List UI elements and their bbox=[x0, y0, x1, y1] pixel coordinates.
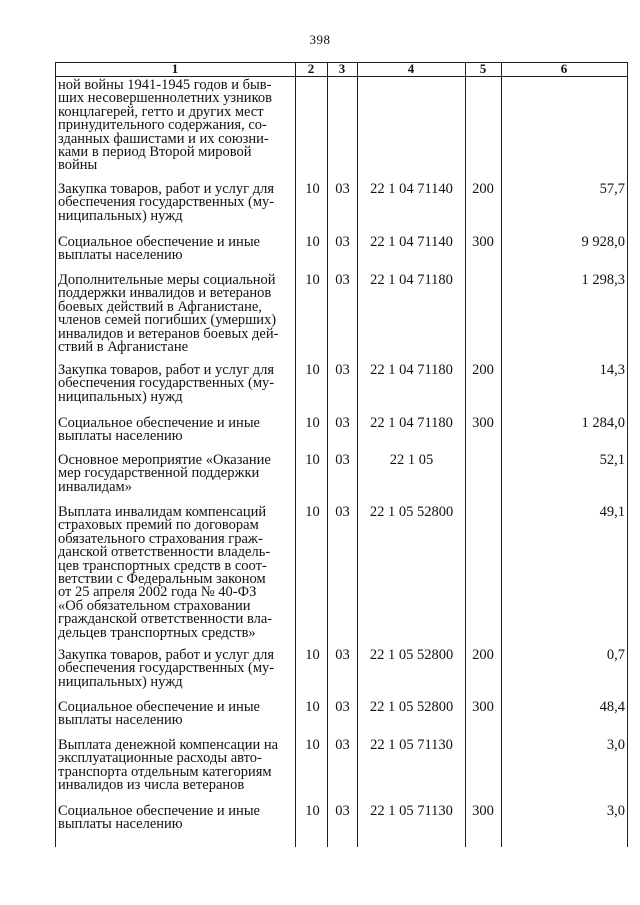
row-subsection: 03 bbox=[335, 452, 350, 468]
header-col-5: 5 bbox=[479, 61, 487, 76]
header-col-1: 1 bbox=[171, 61, 179, 76]
row-name: Социальное обеспечение и иные выплаты населению bbox=[58, 234, 260, 264]
row-amount: 52,1 bbox=[599, 452, 625, 468]
row-name: Социальное обеспечение и иные выплаты населению bbox=[58, 803, 260, 833]
row-target-code: 22 1 04 71180 bbox=[370, 272, 453, 288]
row-subsection: 03 bbox=[335, 737, 350, 753]
row-expense-type: 200 bbox=[472, 647, 494, 663]
row-name: ной войны 1941-1945 годов и быв- ших несовершеннолетних узников концлагерей, гетто и других мест принудительного содержания, со- зданных фашистами и их союзни- ками в период Второй мировой войны bbox=[58, 77, 272, 174]
column-rule bbox=[627, 62, 628, 847]
row-target-code: 22 1 05 52800 bbox=[369, 647, 454, 663]
budget-table bbox=[55, 62, 628, 847]
row-subsection: 03 bbox=[335, 647, 350, 663]
row-name: Закупка товаров, работ и услуг для обеспечения государственных (му- ниципальных) нужд bbox=[58, 362, 275, 405]
row-amount: 9 928,0 bbox=[581, 234, 625, 250]
row-subsection: 03 bbox=[335, 699, 350, 715]
row-section: 10 bbox=[305, 504, 320, 520]
row-name: Социальное обеспечение и иные выплаты населению bbox=[58, 415, 260, 445]
row-amount: 3,0 bbox=[606, 737, 625, 753]
header-col-4: 4 bbox=[407, 61, 415, 76]
column-rule bbox=[55, 62, 56, 847]
row-section: 10 bbox=[305, 415, 320, 431]
row-target-code: 22 1 04 71180 bbox=[370, 362, 453, 378]
row-amount: 1 298,3 bbox=[581, 272, 625, 288]
table-header bbox=[55, 62, 628, 76]
row-subsection: 03 bbox=[335, 362, 350, 378]
row-subsection: 03 bbox=[335, 272, 350, 288]
row-target-code: 22 1 04 71140 bbox=[370, 234, 453, 250]
row-section: 10 bbox=[305, 234, 320, 250]
page-number: 398 bbox=[309, 32, 331, 47]
row-amount: 1 284,0 bbox=[581, 415, 625, 431]
row-expense-type: 300 bbox=[472, 803, 494, 819]
row-section: 10 bbox=[305, 362, 320, 378]
row-expense-type: 300 bbox=[472, 415, 494, 431]
row-section: 10 bbox=[305, 272, 320, 288]
row-target-code: 22 1 05 bbox=[389, 452, 434, 468]
row-name: Выплата инвалидам компенсаций страховых премий по договорам обязательного страхования граж- данской ответственности владель- цев транспортных средств в соот- ветствии с Федеральным законом от 25 апреля 2002 года № 40-ФЗ «Об обязательном страховании гражданской ответственности вла- дельцев транспортных средств» bbox=[58, 504, 273, 641]
row-section: 10 bbox=[305, 803, 320, 819]
row-amount: 0,7 bbox=[606, 647, 625, 663]
header-col-6: 6 bbox=[560, 61, 568, 76]
row-subsection: 03 bbox=[335, 415, 350, 431]
row-name: Социальное обеспечение и иные выплаты населению bbox=[58, 699, 260, 729]
row-name: Закупка товаров, работ и услуг для обеспечения государственных (му- ниципальных) нужд bbox=[58, 181, 275, 224]
row-subsection: 03 bbox=[335, 234, 350, 250]
column-rule bbox=[327, 62, 328, 847]
row-section: 10 bbox=[305, 647, 320, 663]
row-section: 10 bbox=[305, 181, 320, 197]
row-section: 10 bbox=[305, 699, 320, 715]
row-amount: 48,4 bbox=[599, 699, 625, 715]
row-target-code: 22 1 04 71140 bbox=[370, 181, 453, 197]
row-amount: 14,3 bbox=[599, 362, 625, 378]
row-expense-type: 300 bbox=[472, 234, 494, 250]
row-section: 10 bbox=[305, 452, 320, 468]
column-rule bbox=[465, 62, 466, 847]
row-expense-type: 200 bbox=[472, 362, 494, 378]
row-expense-type: 300 bbox=[472, 699, 494, 715]
row-amount: 49,1 bbox=[599, 504, 625, 520]
row-subsection: 03 bbox=[335, 504, 350, 520]
row-subsection: 03 bbox=[335, 803, 350, 819]
header-col-3: 3 bbox=[338, 61, 346, 76]
row-name: Выплата денежной компенсации на эксплуатационные расходы авто- транспорта отдельным категориям инвалидов из числа ветеранов bbox=[58, 737, 279, 794]
row-target-code: 22 1 05 52800 bbox=[369, 504, 454, 520]
row-name: Основное мероприятие «Оказание мер государственной поддержки инвалидам» bbox=[58, 452, 271, 495]
row-amount: 3,0 bbox=[606, 803, 625, 819]
row-target-code: 22 1 05 52800 bbox=[369, 699, 454, 715]
row-expense-type: 200 bbox=[472, 181, 494, 197]
row-name: Дополнительные меры социальной поддержки инвалидов и ветеранов боевых действий в Афганистане, членов семей погибших (умерших) инвалидов и ветеранов боевых дей- ствий в Афганистане bbox=[58, 272, 279, 356]
row-target-code: 22 1 05 71130 bbox=[370, 737, 453, 753]
row-target-code: 22 1 04 71180 bbox=[370, 415, 453, 431]
row-target-code: 22 1 05 71130 bbox=[370, 803, 453, 819]
header-col-2: 2 bbox=[307, 61, 315, 76]
row-subsection: 03 bbox=[335, 181, 350, 197]
column-rule bbox=[295, 62, 296, 847]
row-amount: 57,7 bbox=[599, 181, 625, 197]
row-section: 10 bbox=[305, 737, 320, 753]
row-name: Закупка товаров, работ и услуг для обеспечения государственных (му- ниципальных) нужд bbox=[58, 647, 275, 690]
